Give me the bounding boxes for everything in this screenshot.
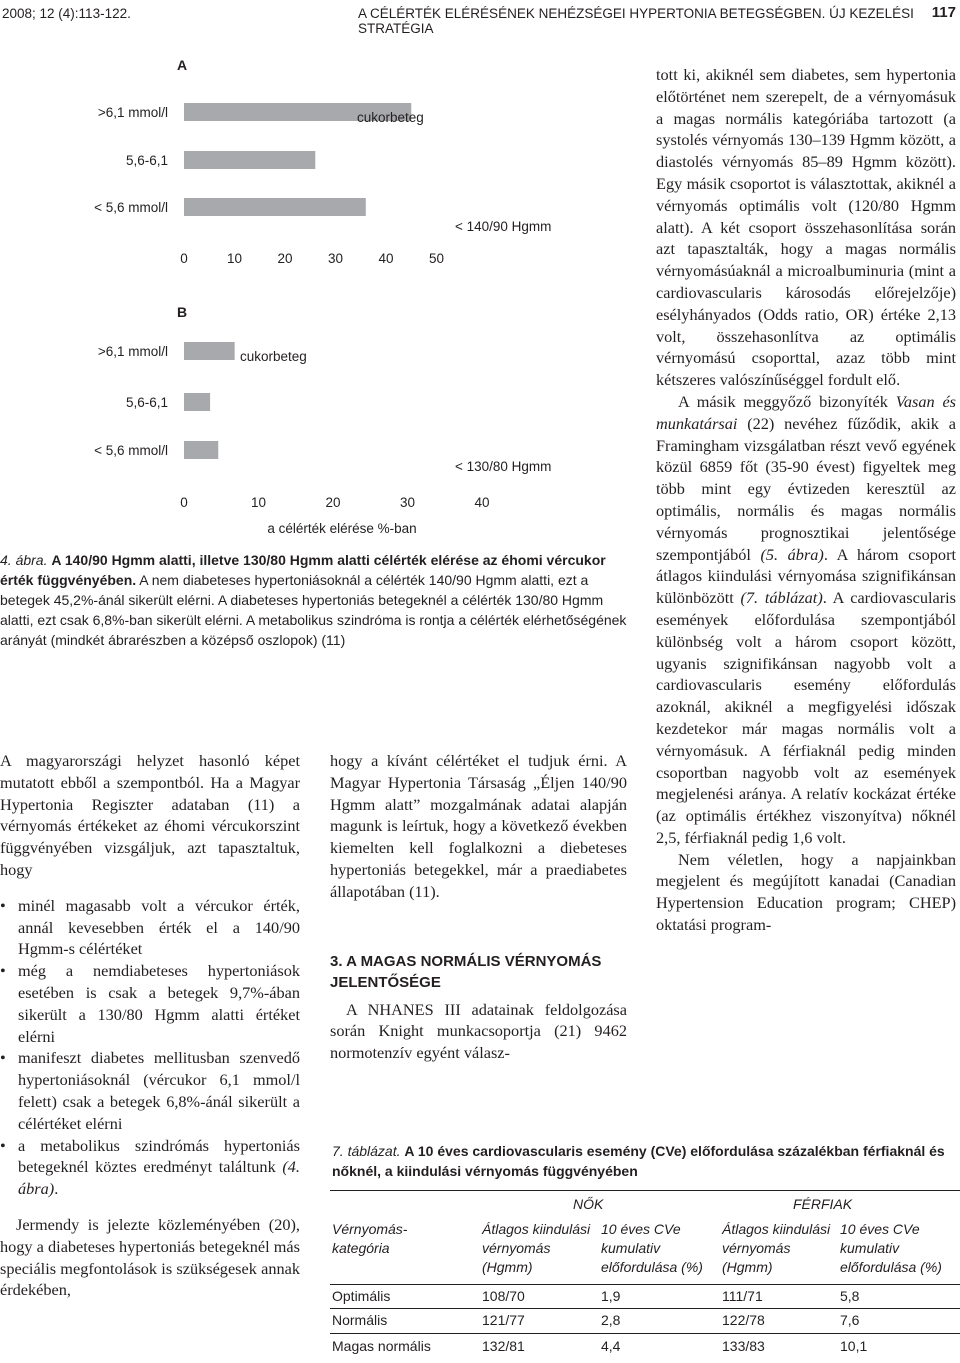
- paragraph: [656, 391, 956, 849]
- table-title: A 10 éves cardiovascularis esemény (CVe) előfordulása százalékban férfiaknál és nőknél, a kiindulási vérnyomás függvényében: [332, 1143, 945, 1179]
- group-header-men: FÉRFIAK: [793, 1196, 853, 1212]
- table-rule: [330, 1190, 960, 1191]
- figure-caption: [0, 550, 632, 650]
- target-annotation: < 140/90 Hgmm: [455, 219, 552, 234]
- page-number: 117: [931, 4, 956, 21]
- table-rule: [330, 1333, 960, 1334]
- table-cell: 2,8: [601, 1312, 621, 1328]
- x-tick-label: 40: [378, 251, 394, 266]
- table-7: [330, 1190, 960, 1363]
- table-rule: [330, 1308, 960, 1309]
- figure-title: A 140/90 Hgmm alatti, illetve 130/80 Hgmm alatti célérték elérése az éhomi vércukor érték függvényében.: [0, 552, 606, 588]
- x-tick-label: 30: [399, 495, 416, 510]
- author-reference: Vasan és munkatársai: [656, 391, 957, 433]
- bar-3: [184, 441, 218, 459]
- bar-2: [184, 151, 315, 169]
- category-label: 5,6-6,1: [125, 153, 168, 168]
- paragraph: Nem véletlen, hogy a napjainkban megjelent és megújított kanadai (Canadian Hypertension Education program; CHEP) oktatási program-: [656, 849, 956, 935]
- paragraph: tott ki, akiknél sem diabetes, sem hypertonia előtörténet nem szerepelt, de a vérnyomásuk a magas normális kategóriába tartozott (a systolés vérnyomás 130–139 Hgmm között, a diastolés vérnyomás 85–89 Hgmm között). Egy másik csoportot is választottak, akiknél a vérnyomás optimális volt (120/80 Hgmm alatt). A két csoport összehasonlítása során azt tapasztalták, hogy a magas normális vérnyomásúaknál a microalbuminuria (mint a cardiovascularis károsodás előrejelzője) esélyhányados (Odds ratio, OR) értéke 2,13 volt, összehasonlítva az optimális vérnyomású csoporttal, azaz több mint kétszeres valószínűséggel fordult elő.: [656, 65, 956, 390]
- column-header: 10 éves CVe kumulativ előfordulása (%): [840, 1221, 942, 1275]
- x-tick-label: 0: [180, 495, 188, 510]
- table-label: 7. táblázat.: [332, 1143, 401, 1159]
- bar-3: [184, 198, 366, 216]
- bullet-list: [0, 895, 300, 1200]
- column-header: 10 éves CVe kumulativ előfordulása (%): [601, 1221, 703, 1275]
- running-title: A CÉLÉRTÉK ELÉRÉSÉNEK NEHÉZSÉGEI HYPERTONIA BETEGSÉGBEN. ÚJ KEZELÉSI STRATÉGIA: [358, 6, 914, 36]
- list-item: • manifeszt diabetes mellitusban szenvedő hypertoniásoknál (vércukor 6,1 mmol/l felett) csak a betegek 6,8%-ánál sikerült a célértéket elérni: [0, 1047, 300, 1134]
- figure-reference: (5. ábra): [760, 544, 824, 564]
- table-reference: (7. táblázat): [740, 588, 823, 608]
- figure-body: A nem diabeteses hypertoniásoknál a célérték 140/90 Hgmm alatti, ezt a betegek 45,2%-ánál sikerült elérni. A diabeteses hypertoniás betegeknél a célérték 130/80 Hgmm alatti, ezt csak 6,8%-ban sikerült elérni. A metabolikus szindróma is rontja a célérték elérhetőségének arányát (mindkét ábrarészben a középső oszlopok) (11): [0, 572, 627, 648]
- section-heading: 3. A MAGAS NORMÁLIS VÉRNYOMÁS JELENTŐSÉGE: [330, 952, 602, 991]
- table-cell: Magas normális: [332, 1338, 431, 1354]
- figure-reference: (4. ábra): [18, 1157, 300, 1199]
- table-cell: 108/70: [482, 1288, 525, 1304]
- paragraph: A NHANES III adatainak feldolgozása során Knight munkacsoportja (21) 9462 normotenzív egyént válasz-: [330, 999, 627, 1063]
- paragraph: hogy a kívánt célértéket el tudjuk érni. A Magyar Hypertonia Társaság „Éljen 140/90 Hgmm alatt” mozgalmának adatai alapján magunk is leírtuk, hogy a következő években kiemelten kell foglalkozni a diebeteses hypertoniás betegekkel, már a praediabetes állapotában (11).: [330, 751, 627, 901]
- category-label: < 5,6 mmol/l: [94, 200, 168, 215]
- category-label: < 5,6 mmol/l: [94, 443, 168, 458]
- list-item: • még a nemdiabeteses hypertoniások esetében is csak a betegek 9,7%-ában sikerült a 130/80 Hgmm alatti értéket elérni: [0, 960, 300, 1047]
- x-tick-label: 20: [277, 251, 293, 266]
- x-axis-label: a célérték elérése %-ban: [267, 521, 417, 536]
- column-header: Átlagos kiindulási vérnyomás (Hgmm): [722, 1221, 831, 1275]
- x-tick-label: 10: [250, 495, 267, 510]
- group-header-women: NŐK: [573, 1196, 604, 1212]
- text-column-3: [656, 64, 956, 936]
- text-column-1: [0, 750, 300, 1301]
- x-tick-label: 50: [428, 251, 445, 266]
- category-label: >6,1 mmol/l: [97, 344, 168, 359]
- figure-label: 4. ábra.: [0, 552, 48, 568]
- paragraph: Jermendy is jelezte közleményében (20), hogy a diabeteses hypertoniás betegeknél más speciális megfontolások is szükségesek annak érdekében,: [0, 1214, 300, 1300]
- table-cell: 111/71: [722, 1288, 763, 1304]
- text-column-2: [330, 750, 627, 1064]
- x-tick-label: 30: [327, 251, 344, 266]
- table-cell: 7,6: [840, 1312, 860, 1328]
- table-rule: [330, 1284, 960, 1285]
- list-item: • minél magasabb volt a vércukor érték, annál kevesebben érték el a 140/90 Hgmm-s célértéket: [0, 895, 300, 960]
- bar-2: [184, 393, 210, 411]
- group-annotation: cukorbeteg: [357, 110, 424, 125]
- text-run: . A cardiovascularis események előfordulása szempontjából különbség volt a három csoport között, ugyanis szignifikánsan nagyobb volt a cardiovascularis esemény előfordulás azoknál, akiknél a megfigyelési időszak kezdetekor már magas normális volt a vérnyomásuk. A férfiaknál pedig minden csoportban nagyobb volt az események megjelenési aránya. A relatív kockázat értéke (az optimális értékhez viszonyítva) nőknél 2,5, férfiaknál pedig 1,6 volt.: [656, 588, 956, 847]
- table-caption: [332, 1141, 958, 1181]
- category-label: >6,1 mmol/l: [97, 105, 168, 120]
- table-cell: 122/78: [722, 1312, 765, 1328]
- running-header: [0, 0, 960, 36]
- x-tick-label: 0: [180, 251, 188, 266]
- text-run: A másik meggyőző bizonyíték: [678, 391, 896, 411]
- table-cell: Optimális: [332, 1288, 391, 1304]
- column-header: Vérnyomás-kategória: [332, 1221, 408, 1256]
- table-cell: 10,1: [840, 1338, 868, 1354]
- text-run: . A három csoport átlagos kiindulási vérnyomása szignifikánsan különbözött: [656, 544, 957, 608]
- citation: 2008; 12 (4):113-122.: [2, 6, 131, 21]
- list-item-text: a metabolikus szindrómás hypertoniás betegeknél köztes eredményt találtunk: [18, 1135, 300, 1177]
- paragraph: A magyarországi helyzet hasonló képet mutatott ebből a szempontból. Ha a Magyar Hypertonia Regiszter adataban (11) a vérnyomás értékeket az éhomi vércukorszint függvényében vizsgáljuk, azt tapasztaltuk, hogy: [0, 751, 300, 879]
- category-label: 5,6-6,1: [125, 395, 168, 410]
- table-cell: 4,4: [601, 1338, 621, 1354]
- list-item-end: .: [54, 1179, 59, 1199]
- table-cell: 133/83: [722, 1338, 765, 1354]
- text-run: (22) nevéhez fűződik, akik a Framingham vizsgálatban részt vevő egyének közül 6859 főt (35-90 évest) figyeltek meg több mint egy évtizeden keresztül az optimális, normális és magas normális vérnyomás prognosztikai jelentősége szempontjából: [656, 413, 956, 564]
- table-cell: 121/77: [482, 1312, 525, 1328]
- figure-4-charts: [0, 55, 600, 550]
- x-tick-label: 20: [325, 495, 341, 510]
- x-tick-label: 10: [226, 251, 243, 266]
- list-item: [0, 1135, 300, 1200]
- table-cell: Normális: [332, 1312, 388, 1328]
- column-header: Átlagos kiindulási vérnyomás (Hgmm): [482, 1221, 591, 1275]
- x-tick-label: 40: [474, 495, 490, 510]
- bar-1: [184, 342, 235, 360]
- target-annotation: < 130/80 Hgmm: [455, 459, 552, 474]
- panel-label-B: B: [177, 304, 188, 320]
- group-annotation: cukorbeteg: [240, 349, 307, 364]
- table-cell: 1,9: [601, 1288, 621, 1304]
- table-cell: 5,8: [840, 1288, 860, 1304]
- panel-label-A: A: [177, 57, 188, 73]
- table-cell: 132/81: [482, 1338, 525, 1354]
